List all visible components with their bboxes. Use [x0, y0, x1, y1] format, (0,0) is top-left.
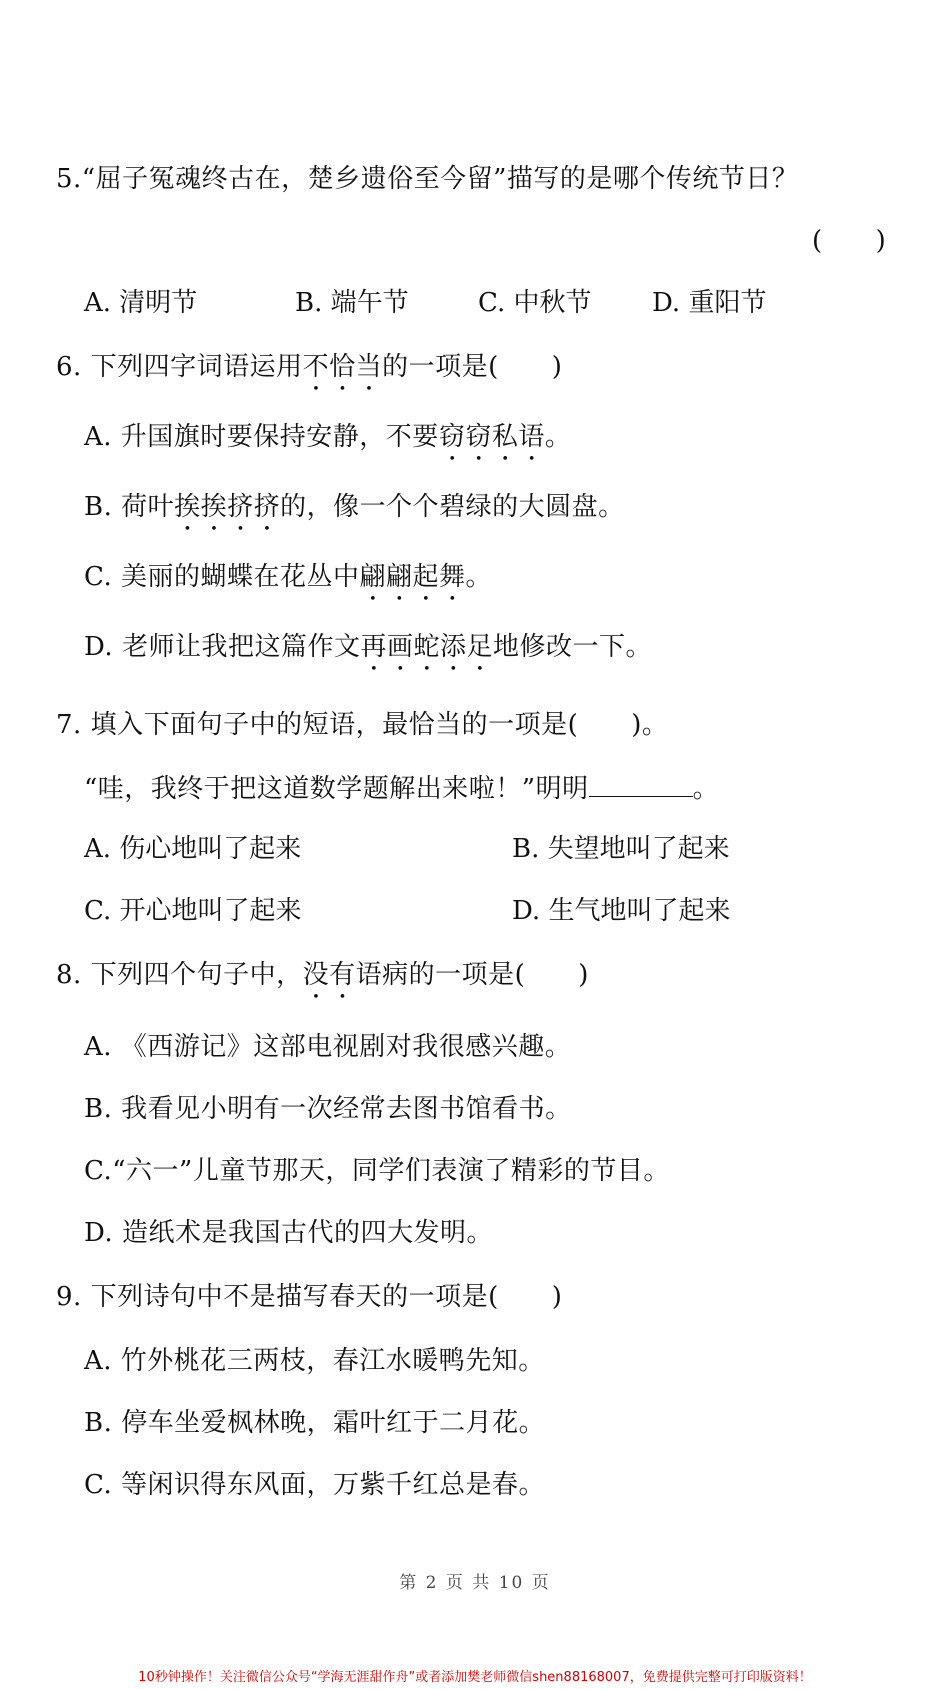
option-text-end: 地修改一下。	[492, 632, 652, 662]
option-text: B. 荷叶	[84, 492, 175, 522]
q6-stem-text: 6. 下列四字词语运用	[56, 352, 303, 382]
quote-text: “哇，我终于把这道数学题解出来啦！”明明	[84, 774, 589, 804]
promo-watermark: 10秒钟操作！关注微信公众号“学海无涯甜作舟”或者添加樊老师微信shen88168007，免费提供完整可打印版资料！	[138, 1670, 812, 1685]
q6-option-b	[84, 490, 625, 537]
option-text: C. 美丽的蝴蝶在花丛中	[84, 562, 360, 592]
q8-stem-text-end: 语病的一项是( )	[355, 960, 589, 990]
q8-stem-text: 8. 下列四个句子中，	[56, 960, 303, 990]
q7-quote	[84, 770, 719, 806]
q7-stem: 7. 填入下面句子中的短语，最恰当的一项是( )。	[56, 710, 669, 740]
q6-stem-text-end: 的一项是( )	[382, 352, 563, 382]
option-text: A. 升国旗时要保持安静，不要	[84, 422, 439, 452]
option-text-end: 。	[544, 422, 572, 452]
q7-option-c: C. 开心地叫了起来	[84, 896, 302, 926]
q8-stem	[56, 958, 589, 1005]
q5-option-a: A. 清明节	[84, 288, 198, 318]
answer-blank	[589, 770, 693, 797]
q7-option-a: A. 伤心地叫了起来	[84, 834, 302, 864]
quote-text-end: 。	[692, 774, 720, 804]
q8-option-c: C.“六一”儿童节那天，同学们表演了精彩的节目。	[84, 1156, 670, 1186]
q9-stem: 9. 下列诗句中不是描写春天的一项是( )	[56, 1282, 563, 1312]
q7-option-b: B. 失望地叫了起来	[512, 834, 730, 864]
q9-option-c: C. 等闲识得东风面，万紫千红总是春。	[84, 1470, 545, 1500]
q6-option-a	[84, 420, 571, 467]
q5-option-c: C. 中秋节	[478, 288, 592, 318]
q8-option-b: B. 我看见小明有一次经常去图书馆看书。	[84, 1094, 572, 1124]
q5-stem: 5.“屈子冤魂终古在，楚乡遗俗至今留”描写的是哪个传统节日？	[56, 164, 799, 194]
option-text-end: 的，像一个个碧绿的大圆盘。	[280, 492, 625, 522]
option-emphasis: 窃窃私语	[438, 422, 545, 452]
q5-answer-bracket: ( )	[812, 226, 887, 256]
option-text-end: 。	[465, 562, 493, 592]
option-emphasis: 再画蛇添足	[360, 632, 493, 662]
q9-option-b: B. 停车坐爱枫林晚，霜叶红于二月花。	[84, 1408, 546, 1438]
q6-stem-emphasis: 不恰当	[302, 352, 383, 382]
q6-stem	[56, 350, 562, 397]
q8-stem-emphasis: 没有	[302, 960, 356, 990]
q6-option-d	[84, 630, 652, 677]
option-text: D. 老师让我把这篇作文	[84, 632, 361, 662]
q7-option-d: D. 生气地叫了起来	[512, 896, 731, 926]
q8-option-d: D. 造纸术是我国古代的四大发明。	[84, 1218, 493, 1248]
q5-option-b: B. 端午节	[295, 288, 409, 318]
option-emphasis: 挨挨挤挤	[174, 492, 281, 522]
q9-option-a: A. 竹外桃花三两枝，春江水暖鸭先知。	[84, 1346, 545, 1376]
q5-option-d: D. 重阳节	[652, 288, 767, 318]
q8-option-a: A. 《西游记》这部电视剧对我很感兴趣。	[84, 1032, 572, 1062]
q6-option-c	[84, 560, 492, 607]
option-emphasis: 翩翩起舞	[359, 562, 466, 592]
page-number: 第 2 页 共 10 页	[399, 1573, 551, 1593]
